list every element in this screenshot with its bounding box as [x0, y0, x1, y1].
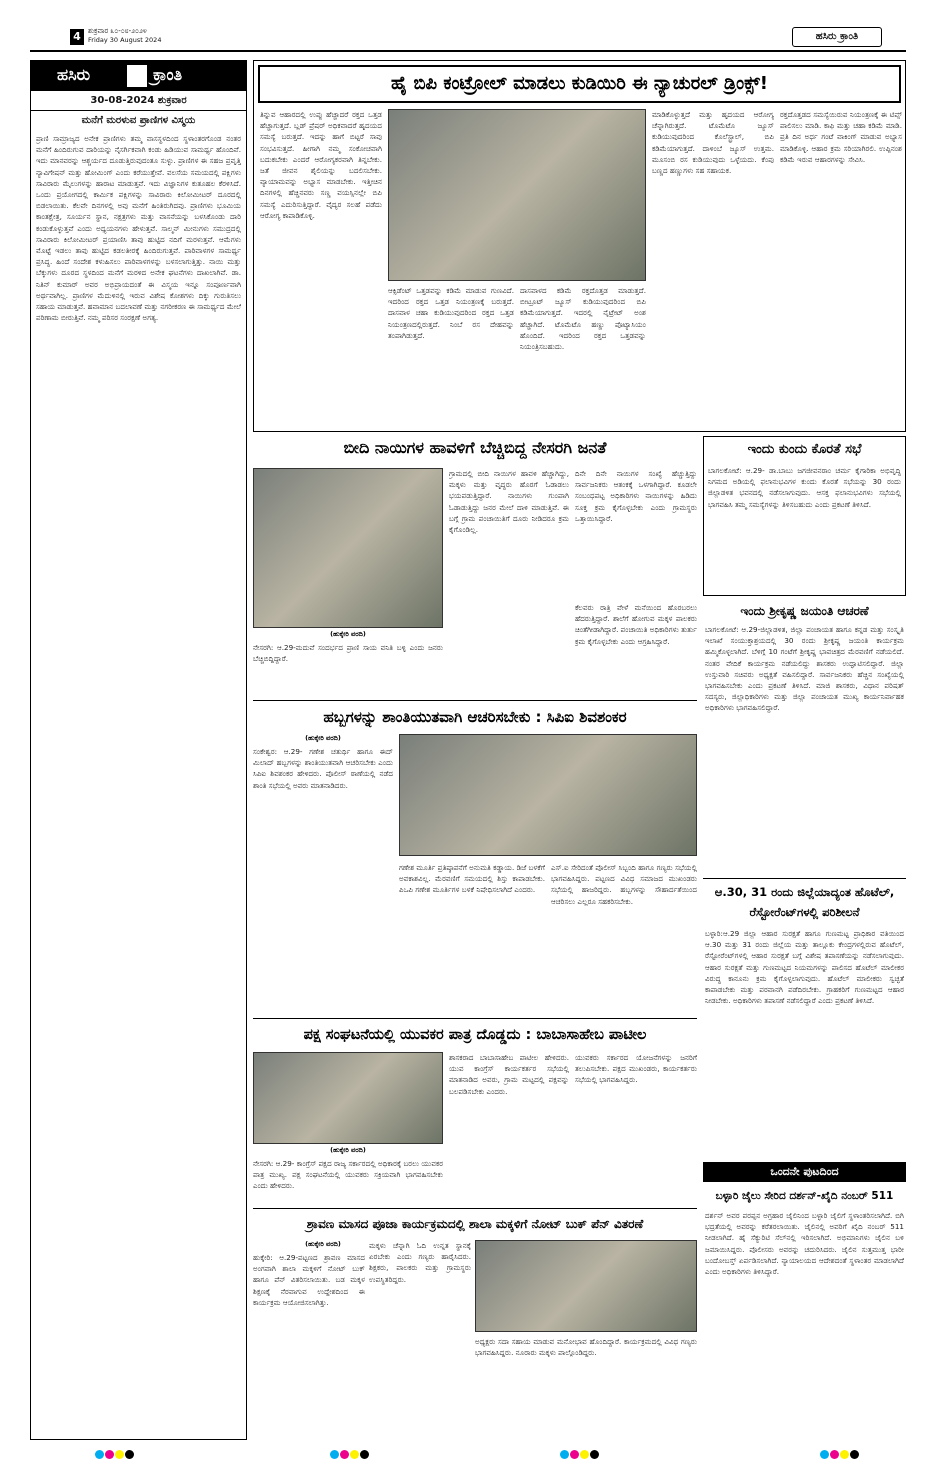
flash-label: ಒಂದನೇ ಪುಟದಿಂದ	[703, 1162, 906, 1182]
left-masthead-logo	[127, 65, 147, 87]
youth-top-rule	[253, 1018, 697, 1019]
krishna-body: ಬಾಗಲಕೋಟೆ: ಆ.29-ಜಿಲ್ಲಾಡಳಿತ, ಜಿಲ್ಲಾ ಪಂಚಾಯತ ಹಾಗೂ ಕನ್ನಡ ಮತ್ತು ಸಂಸ್ಕೃತಿ ಇಲಾಖೆ ಸಂಯುಕ್ತಾಶ್ರಯದಲ್ಲಿ 30 ರಂದು ಶ್ರೀಕೃಷ್ಣ ಜಯಂತಿ ಕಾರ್ಯಕ್ರಮ ಹಮ್ಮಿಕೊಳ್ಳಲಾಗಿದೆ. ಬೆಳಿಗ್ಗೆ 10 ಗಂಟೆಗೆ ಶ್ರೀಕೃಷ್ಣ ಭಾವಚಿತ್ರದ ಮೆರವಣಿಗೆ ನಡೆಯಲಿದೆ. ನಂತರ ವೇದಿಕೆ ಕಾರ್ಯಕ್ರಮ ನಡೆಯಲಿದ್ದು ಶಾಸಕರು ಉದ್ಘಾಟಿಸಲಿದ್ದಾರೆ. ಜಿಲ್ಲಾ ಉಸ್ತುವಾರಿ ಸಚಿವರು ಅಧ್ಯಕ್ಷತೆ ವಹಿಸಲಿದ್ದಾರೆ. ಸಾರ್ವಜನಿಕರು ಹೆಚ್ಚಿನ ಸಂಖ್ಯೆಯಲ್ಲಿ ಭಾಗವಹಿಸಬೇಕು ಎಂದು ಪ್ರಕಟಣೆ ತಿಳಿಸಿದೆ. ಮಾಜಿ ಶಾಸಕರು, ವಿಧಾನ ಪರಿಷತ್ ಸದಸ್ಯರು, ಜಿಲ್ಲಾಧಿಕಾರಿಗಳು ಮತ್ತು ಜಿಲ್ಲಾ ಪಂಚಾಯತ ಮುಖ್ಯ ಕಾರ್ಯನಿರ್ವಾಹಕ ಅಧಿಕಾರಿಗಳು ಭಾಗವಹಿಸಲಿದ್ದಾರೆ.	[705, 625, 904, 713]
youth-body-3: ಯುವಕರು ಸರ್ಕಾರದ ಯೋಜನೆಗಳನ್ನು ಜನರಿಗೆ ತಲುಪಿಸಬೇಕು. ಪಕ್ಷದ ಮುಖಂಡರು, ಕಾರ್ಯಕರ್ತರು ಸಭೆಯಲ್ಲಿ ಭಾಗವಹಿಸಿದ್ದರು.	[575, 1053, 697, 1085]
krishna-headline: ಇಂದು ಶ್ರೀಕೃಷ್ಣ ಜಯಂತಿ ಆಚರಣೆ	[740, 604, 869, 618]
festival-body-3: ಎಸ್.ಐ ಸೇರಿದಂತೆ ಪೊಲೀಸ್ ಸಿಬ್ಬಂದಿ ಹಾಗೂ ಗಣ್ಯರು ಸಭೆಯಲ್ಲಿ ಭಾಗವಹಿಸಿದ್ದರು. ಪಟ್ಟಣದ ವಿವಿಧ ಸಮಾಜದ ಮುಖಂಡರು ಸಭೆಯಲ್ಲಿ ಹಾಜರಿದ್ದರು. ಹಬ್ಬಗಳನ್ನು ಸೌಹಾರ್ದತೆಯಿಂದ ಆಚರಿಸಲು ಎಲ್ಲರೂ ಸಹಕರಿಸಬೇಕು.	[551, 863, 697, 906]
inspection-headline: ಆ.30, 31 ರಂದು ಜಿಲ್ಲೆಯಾದ್ಯಂತ ಹೊಟೆಲ್, ರೆಸ್ಟೋರೆಂಟ್‌ಗಳಲ್ಲಿ ಪರಿಶೀಲನೆ	[714, 885, 895, 919]
youth-body-2: ಶಾಸಕರಾದ ಬಾಬಾಸಾಹೇಬ ಪಾಟೀಲ ಹೇಳಿದರು. ಯುವ ಕಾಂಗ್ರೆಸ್ ಕಾರ್ಯಕರ್ತರ ಸಭೆಯಲ್ಲಿ ಮಾತನಾಡಿದ ಅವರು, ಗ್ರಾಮ ಮಟ್ಟದಲ್ಲಿ ಪಕ್ಷವನ್ನು ಬಲಪಡಿಸಬೇಕು ಎಂದರು.	[449, 1053, 569, 1096]
left-masthead-text-2: ಕ್ರಾಂತಿ	[153, 65, 183, 84]
dogs-article	[253, 432, 697, 732]
cmyk-dot	[820, 1450, 829, 1459]
school-body-1: ಹುಕ್ಕೇರಿ: ಆ.29-ಪಟ್ಟಣದ ಶ್ರಾವಣ ಮಾಸದ ಅಂಗವಾಗಿ ಶಾಲಾ ಮಕ್ಕಳಿಗೆ ನೋಟ್ ಬುಕ್ ಹಾಗೂ ಪೆನ್ ವಿತರಿಸಲಾಯಿತು. ಬಡ ಮಕ್ಕಳ ಶಿಕ್ಷಣಕ್ಕೆ ನೆರವಾಗುವ ಉದ್ದೇಶದಿಂದ ಈ ಕಾರ್ಯಕ್ರಮ ಆಯೋಜಿಸಲಾಗಿತ್ತು.	[253, 1253, 365, 1307]
dogs-photo	[253, 468, 443, 628]
lead-col-3: ದಾಸವಾಳದ ಕಡಿಮೆ ರಕ್ತದೊತ್ತಡ ಮಾಡುತ್ತದೆ. ಬೀಟ್ರೂಟ್ ಜ್ಯೂಸ್ ಕುಡಿಯುವುದರಿಂದ ಬಿಪಿ ಕಡಿಮೆಯಾಗುತ್ತದೆ. ಇದರಲ್ಲಿ ನೈಟ್ರೇಟ್ ಅಂಶ ಹೆಚ್ಚಾಗಿದೆ. ಟೊಮೆಟೊ ಹಣ್ಣು ಪೊಟ್ಯಾಸಿಯಂ ಹೊಂದಿದೆ. ಇದರಿಂದ ರಕ್ತದ ಒತ್ತಡವನ್ನು ನಿಯಂತ್ರಿಸಬಹುದು.	[520, 286, 646, 352]
school-photo	[475, 1240, 697, 1332]
dogs-body-2: ದಿನೇ ದಿನೇ ನಾಯಿಗಳ ಸಂಖ್ಯೆ ಹೆಚ್ಚುತ್ತಿದ್ದು ಸಾರ್ವಜನಿಕರು ಆತಂಕಕ್ಕೆ ಒಳಗಾಗಿದ್ದಾರೆ. ಕೂಡಲೇ ಸಂಬಂಧಪಟ್ಟ ಅಧಿಕಾರಿಗಳು ನಾಯಿಗಳನ್ನು ಹಿಡಿದು ಸೂಕ್ತ ಕ್ರಮ ಕೈಗೊಳ್ಳಬೇಕು ಎಂದು ಗ್ರಾಮಸ್ಥರು ಒತ್ತಾಯಿಸಿದ್ದಾರೆ.	[575, 469, 697, 523]
school-headline: ಶ್ರಾವಣ ಮಾಸದ ಪೂಜಾ ಕಾರ್ಯಕ್ರಮದಲ್ಲಿ ಶಾಲಾ ಮಕ್ಕಳಿಗೆ ನೋಟ್ ಬುಕ್ ಪೆನ್ ವಿತರಣೆ	[306, 1217, 644, 1231]
cmyk-dot	[105, 1450, 114, 1459]
dogs-caption: (ಹುಕ್ಕೇರಿ ವರದಿ)	[330, 630, 366, 638]
cmyk-dot	[125, 1450, 134, 1459]
school-body-3: ಅಧ್ಯಕ್ಷರು ಸದಾ ಸಹಾಯ ಮಾಡುವ ಮನೋಭಾವ ಹೊಂದಿದ್ದಾರೆ. ಕಾರ್ಯಕ್ರಮದಲ್ಲಿ ವಿವಿಧ ಗಣ್ಯರು ಭಾಗವಹಿಸಿದ್ದರು. ನೂರಾರು ಮಕ್ಕಳು ಪಾಲ್ಗೊಂಡಿದ್ದರು.	[475, 1337, 697, 1358]
cmyk-dot	[580, 1450, 589, 1459]
cmyk-dot	[350, 1450, 359, 1459]
cmyk-dot	[840, 1450, 849, 1459]
youth-article	[253, 1020, 697, 1234]
inspection-box	[703, 880, 906, 1158]
left-body: ಪ್ರಾಣಿ ಸಾಮ್ರಾಜ್ಯದ ಅನೇಕ ಪ್ರಾಣಿಗಳು ತಮ್ಮ ವಾಸಸ್ಥಳದಿಂದ ಸ್ಥಳಾಂತರಗೊಂಡ ನಂತರ ಮನೆಗೆ ಹಿಂದಿರುಗುವ ದಾರಿಯನ್ನು ನೈಸರ್ಗಿಕವಾಗಿ ಕಂಡು ಹಿಡಿಯುವ ಸಾಮರ್ಥ್ಯ ಹೊಂದಿವೆ. ಇದು ಮಾನವರನ್ನು ಆಶ್ಚರ್ಯದ ದೂಡುತ್ತಿರುವುದಂತೂ ಸುಳ್ಳು. ಪ್ರಾಣಿಗಳ ಈ ಸಹಜ ಪ್ರವೃತ್ತಿ ನ್ಯಾವಿಗೇಷನ್ ಮತ್ತು ಹೋಮಿಂಗ್ ಎಂದು ಕರೆಯುತ್ತೇವೆ. ವಲಸೆಯ ಸಮಯದಲ್ಲಿ ಪಕ್ಷಿಗಳು ಸಾವಿರಾರು ಮೈಲುಗಳನ್ನು ಹಾರಾಟ ಮಾಡುತ್ತವೆ. ಇದು ವಿಜ್ಞಾನಿಗಳ ಕುತೂಹಲ ಕೆರಳಿಸಿದೆ. ಒಂದು ಪ್ರಯೋಗದಲ್ಲಿ ಕಾರ್ಮಿಕ ಪಕ್ಷಿಗಳನ್ನು ಸಾವಿರಾರು ಕಿಲೋಮೀಟರ್ ದೂರದಲ್ಲಿ ಬಿಡಲಾಯಿತು. ಕೆಲವೇ ದಿನಗಳಲ್ಲಿ ಅವು ಮನೆಗೆ ಹಿಂತಿರುಗಿದವು. ಪ್ರಾಣಿಗಳು ಭೂಮಿಯ ಕಾಂತಕ್ಷೇತ್ರ, ಸೂರ್ಯನ ಸ್ಥಾನ, ನಕ್ಷತ್ರಗಳು ಮತ್ತು ವಾಸನೆಯನ್ನು ಬಳಸಿಕೊಂಡು ದಾರಿ ಕಂಡುಕೊಳ್ಳುತ್ತವೆ ಎಂದು ಅಧ್ಯಯನಗಳು ಹೇಳುತ್ತವೆ. ಸಾಲ್ಮನ್ ಮೀನುಗಳು ಸಮುದ್ರದಲ್ಲಿ ಸಾವಿರಾರು ಕಿಲೋಮೀಟರ್ ಪ್ರಯಾಣಿಸಿ ತಾವು ಹುಟ್ಟಿದ ನದಿಗೆ ಮರಳುತ್ತವೆ. ಆಮೆಗಳು ಮೊಟ್ಟೆ ಇಡಲು ತಾವು ಹುಟ್ಟಿದ ಕಡಲತೀರಕ್ಕೆ ಹಿಂದಿರುಗುತ್ತವೆ. ಪಾರಿವಾಳಗಳ ಸಾಮರ್ಥ್ಯ ಪ್ರಸಿದ್ಧ. ಹಿಂದೆ ಸಂದೇಶ ಕಳುಹಿಸಲು ಪಾರಿವಾಳಗಳನ್ನು ಬಳಸಲಾಗುತ್ತಿತ್ತು. ನಾಯಿ ಮತ್ತು ಬೆಕ್ಕುಗಳು ದೂರದ ಸ್ಥಳದಿಂದ ಮನೆಗೆ ಮರಳಿದ ಅನೇಕ ಘಟನೆಗಳು ದಾಖಲಾಗಿವೆ. ಡಾ. ನಿತಿನ್ ಕುಮಾರ್ ಅವರ ಅಭಿಪ್ರಾಯದಂತೆ ಈ ವಿಸ್ಮಯ ಇನ್ನೂ ಸಂಪೂರ್ಣವಾಗಿ ಅರ್ಥವಾಗಿಲ್ಲ. ಪ್ರಾಣಿಗಳ ಮೆದುಳಿನಲ್ಲಿ ಇರುವ ವಿಶೇಷ ಕೋಶಗಳು ದಿಕ್ಕು ಗುರುತಿಸಲು ಸಹಾಯ ಮಾಡುತ್ತವೆ. ಹವಾಮಾನ ಬದಲಾವಣೆ ಮತ್ತು ನಗರೀಕರಣ ಈ ಸಾಮರ್ಥ್ಯದ ಮೇಲೆ ಪರಿಣಾಮ ಬೀರುತ್ತಿವೆ. ನಮ್ಮ ಪರಿಸರ ಸಂರಕ್ಷಣೆ ಅಗತ್ಯ.	[36, 134, 241, 323]
krishna-box	[703, 598, 906, 878]
left-masthead-text: ಹಸಿರು	[57, 65, 91, 84]
cmyk-dot	[850, 1450, 859, 1459]
meeting-headline: ಇಂದು ಕುಂದು ಕೊರತೆ ಸಭೆ	[747, 442, 862, 457]
registration-marks-left	[95, 1444, 135, 1454]
bp-photo	[388, 109, 646, 281]
cmyk-dot	[330, 1450, 339, 1459]
lead-col-1: ತಿನ್ನುವ ಆಹಾರದಲ್ಲಿ ಉಪ್ಪು ಹೆಚ್ಚಾದರೆ ರಕ್ತದ ಒತ್ತಡ ಹೆಚ್ಚಾಗುತ್ತದೆ. ಬ್ಲಡ್ ಪ್ರೆಷರ್ ಅಧಿಕವಾದರೆ ಹೃದಯದ ಸಮಸ್ಯೆ ಬರುತ್ತದೆ. ಇದನ್ನು ಹಾಗೆ ಬಿಟ್ಟರೆ ಸಾವು ಸಂಭವಿಸುತ್ತದೆ. ಹೀಗಾಗಿ ನಮ್ಮ ಸಂಕೋಚವಾಗಿ ಬದುಕಬೇಕು ಎಂದರೆ ಆರೋಗ್ಯಕರವಾಗಿ ತಿನ್ನಬೇಕು. ಜತೆ ಜೀವನ ಶೈಲಿಯನ್ನು ಬದಲಿಸಬೇಕು. ವ್ಯಾಯಾಮವನ್ನು ಅಭ್ಯಾಸ ಮಾಡಬೇಕು. ಇತ್ತೀಚಿನ ದಿನಗಳಲ್ಲಿ ಹೆಚ್ಚಿನವರು ಸಣ್ಣ ವಯಸ್ಸಿನಲ್ಲೇ ಬಿಪಿ ಸಮಸ್ಯೆ ಎದುರಿಸುತ್ತಿದ್ದಾರೆ. ವೈದ್ಯರ ಸಲಹೆ ಪಡೆದು ಆರೋಗ್ಯ ಕಾಪಾಡಿಕೊಳ್ಳಿ.	[260, 110, 382, 220]
header-masthead: ಹಸಿರು ಕ್ರಾಂತಿ	[792, 27, 882, 47]
school-body-2: ಮಕ್ಕಳು ಚೆನ್ನಾಗಿ ಓದಿ ಉನ್ನತ ಸ್ಥಾನಕ್ಕೆ ಏರಬೇಕು ಎಂದು ಗಣ್ಯರು ಹಾರೈಸಿದರು. ಶಿಕ್ಷಕರು, ಪಾಲಕರು ಮತ್ತು ಗ್ರಾಮಸ್ಥರು ಉಪಸ್ಥಿತರಿದ್ದರು.	[369, 1241, 471, 1284]
lead-article	[253, 60, 906, 432]
youth-photo	[253, 1052, 443, 1144]
festival-caption: (ಹುಕ್ಕೇರಿ ವರದಿ)	[305, 734, 341, 742]
cmyk-dot	[360, 1450, 369, 1459]
registration-marks-right	[820, 1444, 860, 1454]
dogs-byline: ನೇಸರಗಿ: ಆ.29-ಮದುವೆ ಸಂದರ್ಭದ ಪ್ರಾಣಿ ಸಾಯ ವನಿತಿ ಬಳ್ಳಿ ಎಂದು ಜನರು ಬೆಚ್ಚಿಬಿದ್ದಿದ್ದಾರೆ.	[253, 643, 443, 664]
page-number: 4	[70, 29, 84, 45]
dogs-body-3: ಕೆಲವರು ರಾತ್ರಿ ವೇಳೆ ಮನೆಯಿಂದ ಹೊರಬರಲು ಹೆದರುತ್ತಿದ್ದಾರೆ. ಶಾಲೆಗೆ ಹೋಗುವ ಮಕ್ಕಳ ಪಾಲಕರು ಚಿಂತೆಗೀಡಾಗಿದ್ದಾರೆ. ಪಂಚಾಯಿತಿ ಅಧಿಕಾರಿಗಳು ತುರ್ತು ಕ್ರಮ ಕೈಗೊಳ್ಳಬೇಕು ಎಂದು ಆಗ್ರಹಿಸಿದ್ದಾರೆ.	[575, 603, 697, 646]
cmyk-dot	[560, 1450, 569, 1459]
festival-headline: ಹಬ್ಬಗಳನ್ನು ಶಾಂತಿಯುತವಾಗಿ ಆಚರಿಸಬೇಕು : ಸಿಪಿಐ ಶಿವಶಂಕರ	[323, 708, 627, 726]
lead-col-2: ಆಕ್ಸಿಡೆಂಟ್ ಒತ್ತಡವನ್ನು ಕಡಿಮೆ ಮಾಡುವ ಗುಣವಿದೆ. ಇದರಿಂದ ರಕ್ತದ ಒತ್ತಡ ನಿಯಂತ್ರಣಕ್ಕೆ ಬರುತ್ತದೆ. ದಾಸವಾಳ ಚಹಾ ಕುಡಿಯುವುದರಿಂದ ರಕ್ತದ ಒತ್ತಡ ನಿಯಂತ್ರಣದಲ್ಲಿರುತ್ತದೆ. ನಿಂಬೆ ರಸ ದೇಹವನ್ನು ತಂಪಾಗಿಡುತ್ತದೆ.	[388, 286, 514, 340]
youth-caption: (ಹುಕ್ಕೇರಿ ವರದಿ)	[330, 1146, 366, 1154]
cmyk-dot	[590, 1450, 599, 1459]
flash-headline: ಬಳ್ಳಾರಿ ಜೈಲು ಸೇರಿದ ದರ್ಶನ್-ಖೈದಿ ನಂಬರ್ 511	[715, 1190, 894, 1202]
festival-article	[253, 702, 697, 1018]
registration-marks-center-right	[560, 1444, 600, 1454]
lead-col-5: ರಕ್ತದೊತ್ತಡದ ಸಮಸ್ಯೆಯಿರುವ ನಿಯಂತ್ರಣಕ್ಕೆ ಈ ಟಿಪ್ಸ್ ಪಾಲಿಸಲು ಮಾಡಿ. ಕಾಫಿ ಮತ್ತು ಚಹಾ ಕಡಿಮೆ ಮಾಡಿ. ಪ್ರತಿ ದಿನ ಅರ್ಧ ಗಂಟೆ ವಾಕಿಂಗ್ ಮಾಡುವ ಅಭ್ಯಾಸ ಮಾಡಿಕೊಳ್ಳಿ. ಆಹಾರ ಕ್ರಮ ಸರಿಯಾಗಿರಲಿ. ಉಪ್ಪಿನಂಶ ಕಡಿಮೆ ಇರುವ ಆಹಾರಗಳನ್ನು ಸೇವಿಸಿ.	[780, 110, 902, 164]
festival-body-1: ಸಂಕೇಶ್ವರ: ಆ.29- ಗಣೇಶ ಚತುರ್ಥಿ ಹಾಗೂ ಈದ್ ಮಿಲಾದ್ ಹಬ್ಬಗಳನ್ನು ಶಾಂತಿಯುತವಾಗಿ ಆಚರಿಸಬೇಕು ಎಂದು ಸಿಪಿಐ ಶಿವಶಂಕರ ಹೇಳಿದರು. ಪೊಲೀಸ್ ಠಾಣೆಯಲ್ಲಿ ನಡೆದ ಶಾಂತಿ ಸಭೆಯಲ್ಲಿ ಅವರು ಮಾತನಾಡಿದರು.	[253, 747, 393, 790]
header-date-kn: ಶುಕ್ರವಾರ ೩೦-೦೮-೨೦೨೪	[88, 27, 147, 35]
lead-headline: ಹೈ ಬಿಪಿ ಕಂಟ್ರೋಲ್ ಮಾಡಲು ಕುಡಿಯಿರಿ ಈ ನ್ಯಾಚುರಲ್ ಡ್ರಿಂಕ್ಸ್!	[258, 65, 901, 103]
cmyk-dot	[115, 1450, 124, 1459]
school-top-rule	[253, 1208, 697, 1209]
left-column	[30, 60, 247, 1440]
meeting-box	[703, 436, 906, 596]
left-title: ಮನೆಗೆ ಮರಳುವ ಪ್ರಾಣಿಗಳ ವಿಸ್ಮಯ	[81, 115, 196, 126]
dogs-body-1: ಗ್ರಾಮದಲ್ಲಿ ಬೀದಿ ನಾಯಿಗಳ ಹಾವಳಿ ಹೆಚ್ಚಾಗಿದ್ದು, ಮಕ್ಕಳು ಮತ್ತು ವೃದ್ಧರು ಹೊರಗೆ ಓಡಾಡಲು ಭಯಪಡುತ್ತಿದ್ದಾರೆ. ನಾಯಿಗಳು ಗುಂಪಾಗಿ ಓಡಾಡುತ್ತಿದ್ದು ಜನರ ಮೇಲೆ ದಾಳಿ ಮಾಡುತ್ತಿವೆ. ಈ ಬಗ್ಗೆ ಗ್ರಾಮ ಪಂಚಾಯಿತಿಗೆ ದೂರು ನೀಡಿದರೂ ಕ್ರಮ ಕೈಗೊಂಡಿಲ್ಲ.	[449, 469, 569, 535]
school-caption: (ಹುಕ್ಕೇರಿ ವರದಿ)	[305, 1240, 341, 1248]
festival-photo	[399, 734, 697, 856]
left-date-line: 30-08-2024 ಶುಕ್ರವಾರ	[90, 95, 187, 106]
cmyk-dot	[340, 1450, 349, 1459]
top-header	[70, 27, 882, 49]
left-masthead	[31, 61, 246, 91]
header-date-en: Friday 30 August 2024	[88, 36, 162, 44]
flash-box	[703, 1162, 906, 1438]
registration-marks-center-left	[330, 1444, 370, 1454]
school-article	[253, 1210, 697, 1438]
lead-col-4: ಮಾಡಿಕೊಳ್ಳುತ್ತದೆ ಮತ್ತು ಹೃದಯದ ಆರೋಗ್ಯ ಚೆನ್ನಾಗಿರುತ್ತದೆ. ಟೊಮೆಟೊ ಜ್ಯೂಸ್ ಕುಡಿಯುವುದರಿಂದ ಕೊಲೆಸ್ಟ್ರಾಲ್, ಬಿಪಿ ಕಡಿಮೆಯಾಗುತ್ತದೆ. ದಾಳಿಂಬೆ ಜ್ಯೂಸ್ ಉತ್ತಮ. ಮೂಸಂಬಿ ರಸ ಕುಡಿಯುವುದು ಒಳ್ಳೆಯದು. ಕೆಂಪು ಬಣ್ಣದ ಹಣ್ಣುಗಳು ಸಹ ಸಹಾಯಕ.	[652, 110, 774, 176]
festival-top-rule	[253, 700, 697, 701]
inspection-top-rule	[703, 878, 906, 879]
festival-body-2: ಗಣೇಶ ಮೂರ್ತಿ ಪ್ರತಿಷ್ಠಾಪನೆಗೆ ಅನುಮತಿ ಕಡ್ಡಾಯ. ಡಿಜೆ ಬಳಕೆಗೆ ಅವಕಾಶವಿಲ್ಲ. ಮೆರವಣಿಗೆ ಸಮಯದಲ್ಲಿ ಶಿಸ್ತು ಕಾಪಾಡಬೇಕು. ಪಿಒಪಿ ಗಣೇಶ ಮೂರ್ತಿಗಳ ಬಳಕೆ ನಿಷೇಧಿಸಲಾಗಿದೆ ಎಂದರು.	[399, 863, 545, 895]
header-rule	[30, 50, 906, 52]
cmyk-dot	[95, 1450, 104, 1459]
youth-body-1: ನೇಸರಗಿ: ಆ.29- ಕಾಂಗ್ರೆಸ್ ಪಕ್ಷದ ರಾಜ್ಯ ಸರ್ಕಾರದಲ್ಲಿ ಅಧಿಕಾರಕ್ಕೆ ಬರಲು ಯುವಕರ ಪಾತ್ರ ಮುಖ್ಯ. ಪಕ್ಷ ಸಂಘಟನೆಯಲ್ಲಿ ಯುವಕರು ಸಕ್ರಿಯವಾಗಿ ಭಾಗವಹಿಸಬೇಕು ಎಂದು ಹೇಳಿದರು.	[253, 1159, 443, 1191]
cmyk-dot	[570, 1450, 579, 1459]
flash-body: ದರ್ಶನ್ ಅವರ ಪರಪ್ಪನ ಅಗ್ರಹಾರ ಜೈಲಿನಿಂದ ಬಳ್ಳಾರಿ ಜೈಲಿಗೆ ಸ್ಥಳಾಂತರಿಸಲಾಗಿದೆ. ಬಿಗಿ ಭದ್ರತೆಯಲ್ಲಿ ಅವರನ್ನು ಕರೆತರಲಾಯಿತು. ಜೈಲಿನಲ್ಲಿ ಅವರಿಗೆ ಖೈದಿ ನಂಬರ್ 511 ನೀಡಲಾಗಿದೆ. ಹೈ ಸೆಕ್ಯುರಿಟಿ ಸೆಲ್‌ನಲ್ಲಿ ಇರಿಸಲಾಗಿದೆ. ಅಭಿಮಾನಿಗಳು ಜೈಲಿನ ಬಳಿ ಜಮಾಯಿಸಿದ್ದರು. ಪೊಲೀಸರು ಅವರನ್ನು ಚದುರಿಸಿದರು. ಜೈಲಿನ ಸುತ್ತಮುತ್ತ ಭಾರೀ ಬಂದೋಬಸ್ತ್ ಏರ್ಪಡಿಸಲಾಗಿದೆ. ನ್ಯಾಯಾಲಯದ ಆದೇಶದಂತೆ ಸ್ಥಳಾಂತರ ಮಾಡಲಾಗಿದೆ ಎಂದು ಅಧಿಕಾರಿಗಳು ತಿಳಿಸಿದ್ದಾರೆ.	[705, 1211, 904, 1277]
left-rule	[31, 110, 246, 111]
inspection-body: ಬಳ್ಳಾರಿ:ಆ.29 ಜಿಲ್ಲಾ ಆಹಾರ ಸುರಕ್ಷತೆ ಹಾಗೂ ಗುಣಮಟ್ಟ ಪ್ರಾಧಿಕಾರ ವತಿಯಿಂದ ಆ.30 ಮತ್ತು 31 ರಂದು ಜಿಲ್ಲೆಯ ಮತ್ತು ತಾಲ್ಲೂಕು ಕೇಂದ್ರಗಳಲ್ಲಿರುವ ಹೊಟೆಲ್, ರೆಸ್ಟೋರೆಂಟ್‌ಗಳಲ್ಲಿ ಆಹಾರ ಸುರಕ್ಷತೆ ಬಗ್ಗೆ ವಿಶೇಷ ತಪಾಸಣೆಯನ್ನು ನಡೆಸಲಾಗುವುದು. ಆಹಾರ ಸುರಕ್ಷತೆ ಮತ್ತು ಗುಣಮಟ್ಟದ ನಿಯಮಗಳನ್ನು ಪಾಲಿಸದ ಹೊಟೆಲ್ ಮಾಲೀಕರ ವಿರುದ್ಧ ಕಾನೂನು ಕ್ರಮ ಕೈಗೊಳ್ಳಲಾಗುವುದು. ಹೊಟೆಲ್ ಮಾಲೀಕರು ಸ್ವಚ್ಛತೆ ಕಾಪಾಡಬೇಕು ಮತ್ತು ಪರವಾನಗಿ ಪಡೆದಿರಬೇಕು. ಗ್ರಾಹಕರಿಗೆ ಗುಣಮಟ್ಟದ ಆಹಾರ ನೀಡಬೇಕು. ಅಧಿಕಾರಿಗಳು ತಪಾಸಣೆ ನಡೆಸಲಿದ್ದಾರೆ ಎಂದು ಪ್ರಕಟಣೆ ತಿಳಿಸಿದೆ.	[705, 929, 904, 1006]
youth-headline: ಪಕ್ಷ ಸಂಘಟನೆಯಲ್ಲಿ ಯುವಕರ ಪಾತ್ರ ದೊಡ್ಡದು : ಬಾಬಾಸಾಹೇಬ ಪಾಟೀಲ	[303, 1027, 647, 1043]
cmyk-dot	[830, 1450, 839, 1459]
dogs-headline: ಬೀದಿ ನಾಯಿಗಳ ಹಾವಳಿಗೆ ಬೆಚ್ಚಿಬಿದ್ದ ನೇಸರಗಿ ಜನತೆ	[343, 438, 607, 457]
meeting-body: ಬಾಗಲಕೋಟೆ: ಆ.29- ಡಾ.ಬಾಬು ಜಗಜೀವನರಾಂ ಚರ್ಮ ಕೈಗಾರಿಕಾ ಅಭಿವೃದ್ಧಿ ನಿಗಮದ ಅಡಿಯಲ್ಲಿ ಫಲಾನುಭವಿಗಳ ಕುಂದು ಕೊರತೆ ಸಭೆಯನ್ನು 30 ರಂದು ಜಿಲ್ಲಾಡಳಿತ ಭವನದಲ್ಲಿ ನಡೆಸಲಾಗುವುದು. ಆಸಕ್ತ ಫಲಾನುಭವಿಗಳು ಸಭೆಯಲ್ಲಿ ಭಾಗವಹಿಸಿ ತಮ್ಮ ಸಮಸ್ಯೆಗಳನ್ನು ತಿಳಿಸಬಹುದು ಎಂದು ಪ್ರಕಟಣೆ ತಿಳಿಸಿದೆ.	[708, 466, 901, 509]
